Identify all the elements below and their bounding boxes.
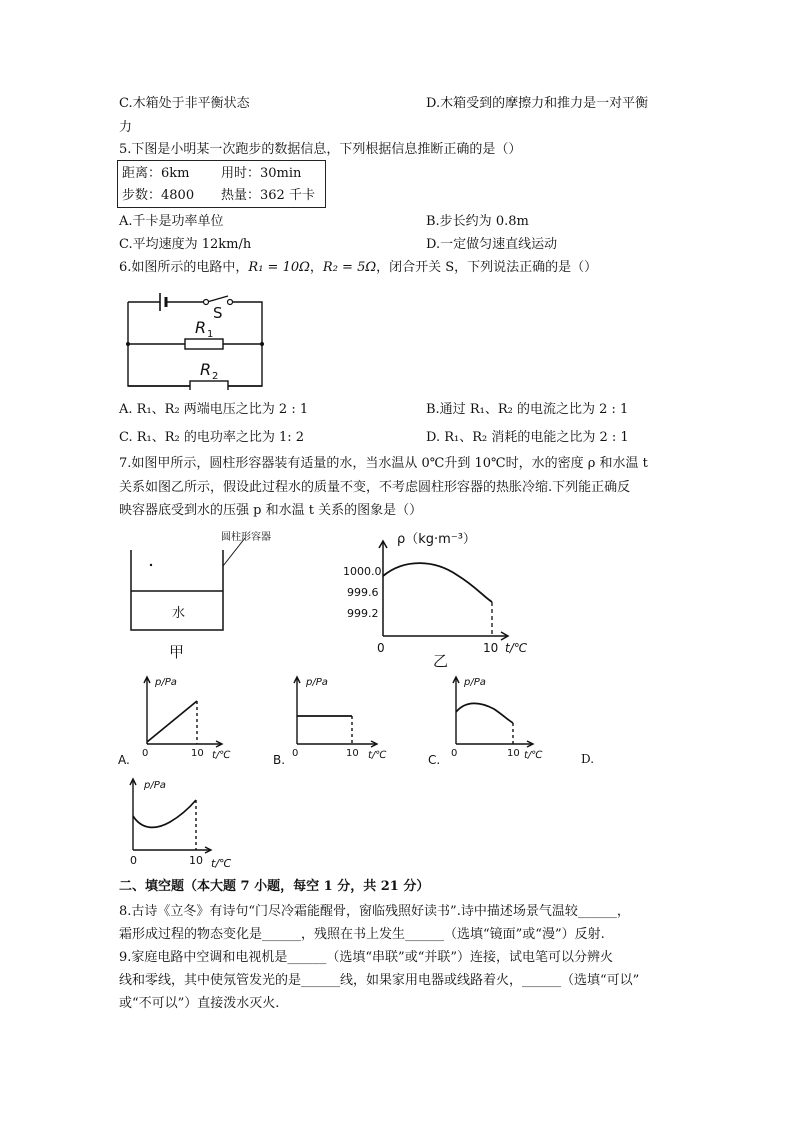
q6-r1-eq: R₁ = 10Ω — [248, 260, 310, 275]
q6-circuit-diagram — [120, 286, 270, 390]
q9-line3: 或“不可以”）直接泼水灭火. — [119, 996, 280, 1011]
a-option-label: A. — [118, 753, 130, 767]
yi-xlabel: t/℃ — [505, 641, 528, 655]
q7-option-b-graph — [270, 672, 395, 767]
a-xtick: 10 — [191, 748, 204, 759]
q7-stem-line3: 映容器底受到水的压强 p 和水温 t 关系的图象是（） — [119, 503, 423, 518]
q4-option-d: D.木箱受到的摩擦力和推力是一对平衡 — [426, 96, 649, 111]
b-xtick: 10 — [346, 748, 359, 759]
yi-origin: 0 — [377, 641, 385, 655]
q4-option-d-continued: 力 — [119, 120, 133, 135]
d-origin: 0 — [130, 854, 137, 867]
c-option-label: C. — [428, 753, 441, 767]
b-origin: 0 — [292, 748, 299, 759]
q8-line2: 霜形成过程的物态变化是______，残照在书上发生______（选填“镜面”或“漫”）反射. — [119, 927, 605, 942]
section2-title: 二、填空题（本大题 7 小题，每空 1 分，共 21 分） — [119, 879, 430, 894]
junction-right — [260, 342, 264, 346]
q5-option-c: C.平均速度为 12km/h — [119, 237, 252, 252]
b-ylabel: p/Pa — [306, 677, 328, 688]
d-xlabel: t/℃ — [211, 857, 232, 870]
q7-option-a-graph — [117, 672, 242, 767]
b-option-label: B. — [273, 753, 286, 767]
q6-stem-post: ，闭合开关 S，下列说法正确的是（） — [376, 260, 598, 275]
caption-jia: 甲 — [169, 643, 185, 661]
dot-mark — [150, 564, 152, 566]
junction-left — [126, 342, 130, 346]
a-xlabel: t/℃ — [212, 750, 231, 761]
q5-distance: 距离：6km — [122, 166, 190, 181]
q6-sep: ， — [309, 260, 323, 275]
c-xtick: 10 — [507, 748, 520, 759]
q7-stem-line1: 7.如图甲所示，圆柱形容器装有适量的水，当水温从 0℃升到 10℃时，水的密度 ρ 和水温 t — [119, 456, 648, 471]
c-curve — [456, 703, 513, 723]
r1-label: R — [195, 318, 207, 337]
switch-label: S — [213, 304, 223, 322]
c-ylabel: p/Pa — [464, 677, 486, 688]
q5-info-box — [117, 160, 326, 208]
yi-ytick-1000: 1000.0 — [343, 565, 382, 578]
q6-option-d: D. R₁、R₂ 消耗的电能之比为 2 : 1 — [426, 430, 629, 445]
a-curve — [147, 701, 197, 742]
q7-figure-jia — [125, 528, 305, 663]
r2-label: R — [200, 360, 212, 379]
q8-line1: 8.古诗《立冬》有诗句“门尽冷霜能醒骨，窗临残照好读书”.诗中描述场景气温较______， — [119, 904, 630, 919]
r1-subscript: 1 — [207, 329, 214, 340]
a-origin: 0 — [142, 748, 149, 759]
yi-density-curve — [383, 563, 492, 602]
yi-ytick-999-6: 999.6 — [347, 586, 379, 599]
yi-ylabel: ρ（kg·m⁻³） — [397, 532, 476, 547]
q6-stem — [119, 260, 597, 276]
resistor-r2 — [190, 381, 228, 390]
q5-heat: 热量：362 千卡 — [221, 188, 315, 203]
b-xlabel: t/℃ — [368, 750, 387, 761]
q7-stem-line2: 关系如图乙所示，假设此过程水的质量不变，不考虑圆柱形容器的热胀冷缩.下列能正确反 — [119, 480, 631, 495]
q5-steps: 步数：4800 — [122, 188, 195, 203]
yi-ytick-999-2: 999.2 — [347, 607, 379, 620]
q6-option-c: C. R₁、R₂ 的电功率之比为 1: 2 — [119, 430, 305, 445]
c-origin: 0 — [451, 748, 458, 759]
q7-option-d-graph — [120, 772, 245, 872]
q7-figure-yi — [335, 528, 545, 668]
q5-option-d: D.一定做匀速直线运动 — [426, 237, 558, 252]
q6-stem-pre: 6.如图所示的电路中， — [119, 260, 249, 275]
q6-option-b: B.通过 R₁、R₂ 的电流之比为 2 : 1 — [426, 402, 629, 417]
switch-contact-left — [204, 300, 209, 305]
q5-option-a: A.千卡是功率单位 — [119, 214, 224, 229]
switch-contact-right — [228, 300, 233, 305]
resistor-r1 — [185, 339, 223, 349]
q5-stem: 5.下图是小明某一次跑步的数据信息，下列根据信息推断正确的是（） — [119, 142, 522, 157]
q7-option-d-label: D. — [581, 752, 595, 766]
yi-xtick-10: 10 — [483, 641, 499, 655]
a-ylabel: p/Pa — [155, 677, 177, 688]
d-xtick: 10 — [189, 854, 203, 867]
d-ylabel: p/Pa — [144, 780, 166, 791]
caption-yi: 乙 — [433, 652, 449, 668]
q9-line2: 线和零线，其中使氖管发光的是______线，如果家用电器或线路着火，______（选填“可以” — [119, 973, 640, 988]
c-xlabel: t/℃ — [524, 750, 543, 761]
q9-line1: 9.家庭电路中空调和电视机是______（选填“串联”或“并联”）连接，试电笔可以分辨火 — [119, 950, 613, 965]
water-label: 水 — [172, 606, 186, 621]
q5-option-b: B.步长约为 0.8m — [426, 214, 529, 229]
q5-time: 用时：30min — [221, 166, 302, 181]
r2-subscript: 2 — [212, 371, 219, 382]
q6-option-a: A. R₁、R₂ 两端电压之比为 2 : 1 — [119, 402, 309, 417]
container-label: 圆柱形容器 — [221, 532, 271, 543]
q7-option-c-graph — [426, 672, 551, 767]
q6-r2-eq: R₂ = 5Ω — [322, 260, 377, 275]
d-curve — [133, 800, 196, 827]
q4-option-c: C.木箱处于非平衡状态 — [119, 96, 250, 111]
switch-blade — [207, 296, 228, 302]
